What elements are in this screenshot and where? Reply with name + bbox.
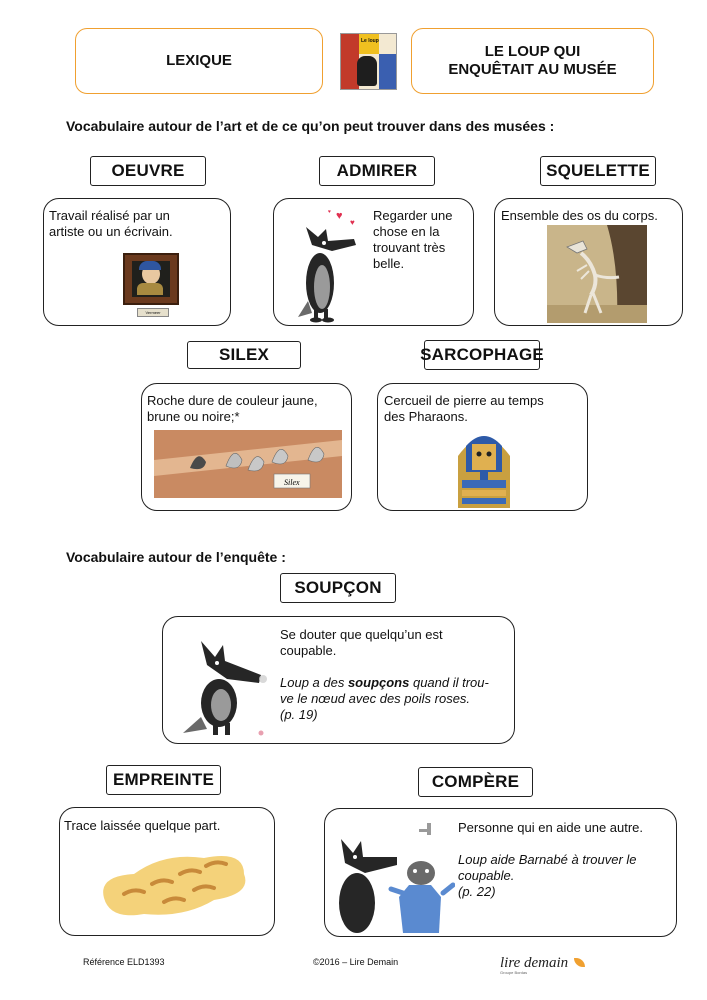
header-book-title xyxy=(411,28,654,94)
card-squelette xyxy=(494,198,683,326)
card-empreinte xyxy=(59,807,275,936)
definition-empreinte: Trace laissée quelque part. xyxy=(64,818,221,833)
card-compere xyxy=(324,808,677,937)
wolf-and-barnabe-image xyxy=(333,823,455,933)
book-cover-thumbnail xyxy=(340,33,397,90)
term-compere: COMPÈRE xyxy=(418,767,533,797)
definition-oeuvre: Travail réalisé par un artiste ou un écrivain. xyxy=(49,208,173,239)
card-oeuvre xyxy=(43,198,231,326)
term-soupcon: SOUPÇON xyxy=(280,573,396,603)
wolf-suspicious-image xyxy=(173,635,277,739)
example-soupcon-pre: Loup a des xyxy=(280,675,348,690)
section-art-heading: Vocabulaire autour de l’art et de ce qu’on peut trouver dans des musées : xyxy=(66,118,555,134)
definition-squelette: Ensemble des os du corps. xyxy=(501,208,658,223)
definition-admirer: Regarder une chose en la trouvant très belle. xyxy=(373,208,453,271)
card-sarcophage xyxy=(377,383,588,511)
card-admirer xyxy=(273,198,474,326)
svg-text:♥: ♥ xyxy=(328,209,331,215)
brand-subtitle: Groupe Bordas xyxy=(500,970,528,975)
painting-plaque xyxy=(137,308,169,317)
wolf-admiring-image xyxy=(292,205,372,323)
brand-name: lire demain xyxy=(500,955,569,971)
example-soupcon xyxy=(280,675,510,723)
svg-text:♥: ♥ xyxy=(336,210,343,222)
term-sarcophage: SARCOPHAGE xyxy=(424,340,540,370)
section-enquete-heading: Vocabulaire autour de l’enquête : xyxy=(66,549,286,565)
definition-silex: Roche dure de couleur jaune, brune ou noire;* xyxy=(147,393,318,424)
example-compere: Loup aide Barnabé à trouver le coupable. (p. 22) xyxy=(458,852,637,899)
dinosaur-skeleton-image xyxy=(547,225,647,323)
header-lexique xyxy=(75,28,323,94)
definition-compere: Personne qui en aide une autre. xyxy=(458,820,644,835)
term-empreinte: EMPREINTE xyxy=(106,765,221,795)
term-oeuvre: OEUVRE xyxy=(90,156,206,186)
brand-logo xyxy=(500,954,600,982)
flint-stones-image xyxy=(154,430,342,498)
sarcophagus-image xyxy=(448,426,520,508)
plaque-text: Vermeer xyxy=(145,310,161,315)
example-soupcon-post: quand il trou- ve le nœud avec des poils roses. (p. 19) xyxy=(280,675,489,722)
header-right-title: LE LOUP QUI ENQUÊTAIT AU MUSÉE xyxy=(448,43,617,78)
definition-soupcon: Se douter que quelqu’un est coupable. xyxy=(280,627,443,658)
book-cover-label: Le loup xyxy=(361,38,379,44)
term-silex: SILEX xyxy=(187,341,301,369)
example-soupcon-bold: soupçons xyxy=(347,675,410,690)
term-squelette: SQUELETTE xyxy=(540,156,656,186)
header-left-title: LEXIQUE xyxy=(166,52,232,69)
footer-reference: Référence ELD1393 xyxy=(83,957,165,967)
term-admirer: ADMIRER xyxy=(319,156,435,186)
card-soupcon xyxy=(162,616,515,744)
footprints-sand-image xyxy=(94,844,254,924)
silex-tag-text: Silex xyxy=(284,478,300,487)
footer-copyright: ©2016 – Lire Demain xyxy=(313,957,399,967)
painting-frame-image xyxy=(123,253,179,305)
brand-leaf-icon xyxy=(574,958,585,967)
svg-text:♥: ♥ xyxy=(350,218,355,227)
definition-sarcophage: Cercueil de pierre au temps des Pharaons. xyxy=(384,393,544,424)
card-silex xyxy=(141,383,352,511)
